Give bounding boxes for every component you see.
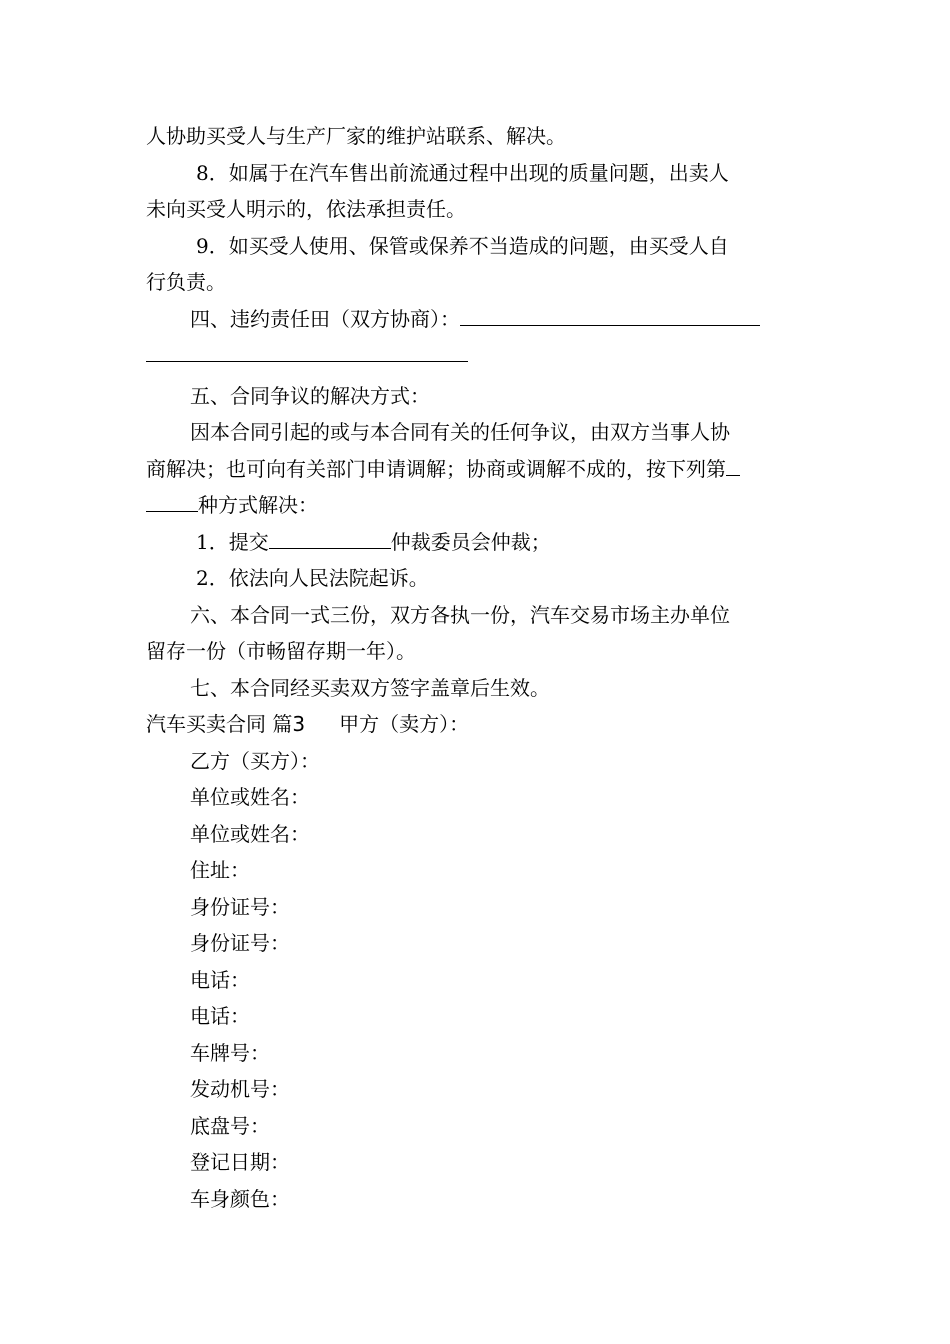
section-6-line-1: 六、本合同一式三份，双方各执一份，汽车交易市场主办单位	[190, 602, 730, 627]
paragraph-7-continuation: 人协助买受人与生产厂家的维护站联系、解决。	[146, 124, 566, 148]
clause-9-line-2: 行负责。	[146, 270, 226, 294]
contract-3-heading: 汽车买卖合同 篇3	[146, 712, 306, 736]
section-4-label: 四、违约责任田（双方协商）：	[190, 306, 460, 331]
field-address: 住址：	[190, 858, 250, 882]
option-1-arbitration	[146, 524, 808, 561]
option-1-suffix: 仲裁委员会仲裁；	[390, 529, 551, 554]
section-7: 七、本合同经买卖双方签字盖章后生效。	[190, 675, 550, 700]
document-page	[146, 118, 808, 1217]
arbitration-committee-blank[interactable]	[269, 526, 391, 549]
field-name-2: 单位或姓名：	[190, 821, 310, 846]
clause-8-line-1: 8．如属于在汽车售出前流通过程中出现的质量问题，出卖人	[196, 160, 729, 185]
section-5-body-text-3: 种方式解决：	[198, 493, 318, 517]
field-body-color: 车身颜色：	[190, 1186, 290, 1211]
field-phone-1: 电话：	[190, 967, 250, 992]
clause-9-line-1: 9．如买受人使用、保管或保养不当造成的问题，由买受人自	[196, 233, 729, 258]
field-party-b: 乙方（买方）：	[190, 748, 320, 773]
field-name-1: 单位或姓名：	[190, 785, 310, 809]
contract-3-heading-line	[146, 706, 808, 743]
option-2-court: 2．依法向人民法院起诉。	[196, 566, 429, 590]
clause-8-line-2: 未向买受人明示的，依法承担责任。	[146, 197, 466, 221]
section-5-body-line-3	[146, 487, 808, 524]
field-registration-date: 登记日期：	[190, 1150, 290, 1174]
field-id-1: 身份证号：	[190, 894, 290, 919]
field-phone-2: 电话：	[190, 1004, 250, 1028]
section-5-heading: 五、合同争议的解决方式：	[190, 383, 430, 408]
section-4-fill-blank[interactable]	[460, 303, 760, 326]
section-4-blank-line-2	[146, 337, 808, 374]
field-plate-number: 车牌号：	[190, 1040, 270, 1065]
field-chassis-number: 底盘号：	[190, 1113, 270, 1138]
dispute-method-blank-cont[interactable]	[146, 489, 198, 512]
section-4-fill-blank-2[interactable]	[146, 339, 468, 362]
field-engine-number: 发动机号：	[190, 1077, 290, 1101]
section-5-body-text-2: 商解决；也可向有关部门申请调解；协商或调解不成的，按下列第	[146, 456, 726, 481]
option-1-prefix: 1．提交	[196, 529, 269, 554]
party-a-label: 甲方（卖方）：	[339, 712, 470, 736]
section-4-breach-liability	[146, 301, 808, 338]
field-id-2: 身份证号：	[190, 931, 290, 955]
section-6-line-2: 留存一份（市畅留存期一年）。	[146, 639, 416, 663]
section-5-body-line-2	[146, 451, 808, 488]
dispute-method-blank[interactable]	[726, 453, 740, 476]
section-5-body-line-1: 因本合同引起的或与本合同有关的任何争议，由双方当事人协	[190, 420, 730, 444]
